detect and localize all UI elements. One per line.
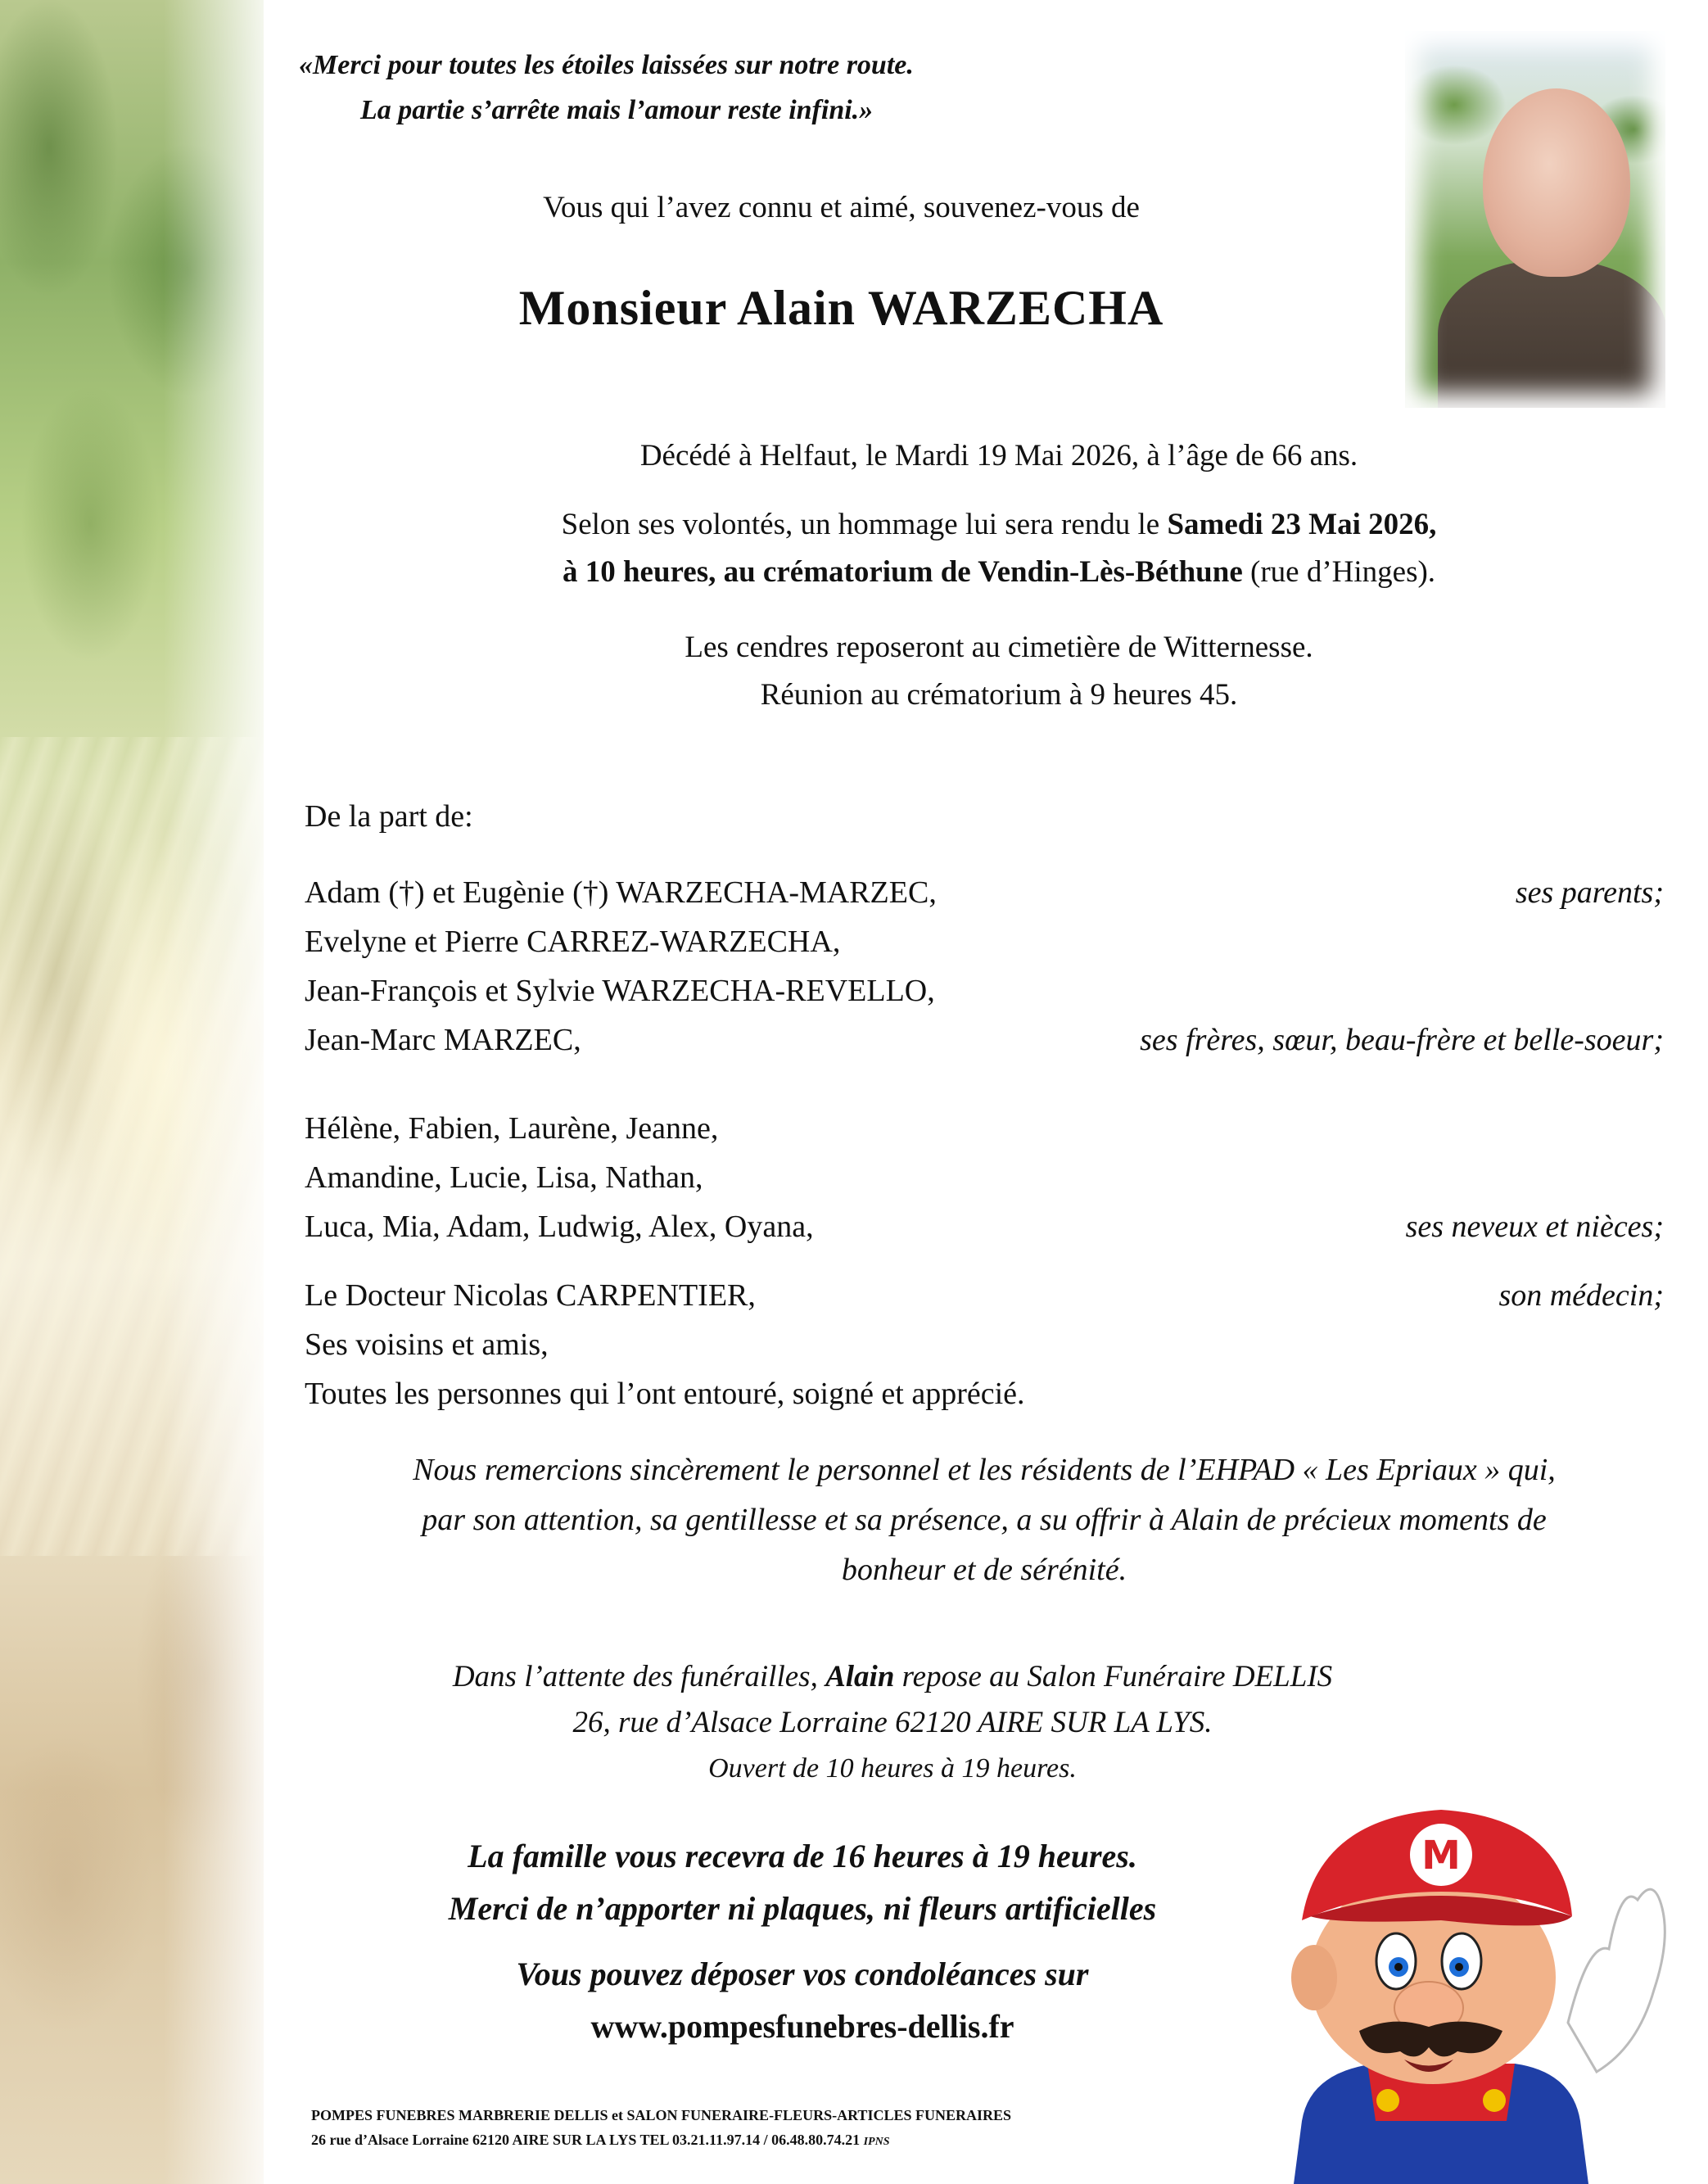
family-row: Le Docteur Nicolas CARPENTIER, son médecin;: [305, 1278, 1664, 1313]
ipns-mark: IPNS: [863, 2136, 890, 2148]
family-row: Luca, Mia, Adam, Ludwig, Alex, Oyana, ses neveux et nièces;: [305, 1210, 1664, 1244]
reception-hours: La famille vous recevra de 16 heures à 19 heures.: [468, 1838, 1137, 1874]
closing-notes: [311, 1830, 1294, 2053]
tribute-street: (rue d’Hinges).: [1242, 555, 1436, 589]
from-label: De la part de:: [305, 799, 473, 834]
family-row: Jean-Marc MARZEC, ses frères, sœur, beau-frère et belle-soeur;: [305, 1023, 1664, 1057]
first-name: Alain: [825, 1660, 895, 1693]
tribute-text-a: Selon ses volontés, un hommage lui sera rendu le: [561, 508, 1168, 541]
thanks-paragraph: Nous remercions sincèrement le personnel et les résidents de l’EHPAD « Les Epriaux » qui, par son attention, sa gentillesse et sa présence, a su offrir à Alain de précieux moments de bonheur et de sérénité.: [413, 1453, 1556, 1587]
footer-line-2: 26 rue d’Alsace Lorraine 62120 AIRE SUR LA LYS TEL 03.21.11.97.14 / 06.48.80.74.21: [311, 2132, 861, 2148]
tribute-date: Samedi 23 Mai 2026,: [1167, 508, 1437, 541]
funeral-home-address: 26, rue d’Alsace Lorraine 62120 AIRE SUR LA LYS.: [572, 1706, 1213, 1739]
condolences-notice: Vous pouvez déposer vos condoléances sur: [516, 1956, 1089, 1992]
death-line: Décédé à Helfaut, le Mardi 19 Mai 2026, à l’âge de 66 ans.: [639, 439, 1358, 473]
opening-hours: Ouvert de 10 heures à 19 heures.: [708, 1753, 1077, 1784]
tribute-details: [434, 501, 1564, 596]
family-row: Adam (†) et Eugènie (†) WARZECHA-MARZEC, ses parents;: [305, 875, 1664, 910]
meeting-line: Réunion au crématorium à 9 heures 45.: [760, 678, 1238, 712]
tribute-place: à 10 heures, au crématorium de Vendin-Lès-Béthune: [562, 555, 1243, 589]
no-plaques-notice: Merci de n’apporter ni plaques, ni fleurs artificielles: [448, 1890, 1157, 1927]
ashes-details: [434, 624, 1564, 719]
family-list-others: [305, 1271, 1664, 1418]
footer-company: [311, 2103, 1011, 2155]
mario-mascot-illustration: [1245, 1777, 1670, 2184]
family-list-nephews: [305, 1104, 1664, 1251]
deceased-portrait-photo: [1405, 31, 1665, 408]
sun-rays: [0, 737, 264, 1556]
family-row: Evelyne et Pierre CARREZ-WARZECHA,: [305, 925, 841, 959]
website-link[interactable]: www.pompesfunebres-dellis.fr: [590, 2008, 1014, 2045]
family-list-parents-siblings: [305, 868, 1664, 1065]
family-row: Toutes les personnes qui l’ont entouré, soigné et apprécié.: [305, 1377, 1025, 1411]
footer-line-1: POMPES FUNEBRES MARBRERIE DELLIS et SALON FUNERAIRE-FLEURS-ARTICLES FUNERAIRES: [311, 2107, 1011, 2123]
death-details: [434, 432, 1564, 480]
family-row: Jean-François et Sylvie WARZECHA-REVELLO,: [305, 974, 935, 1008]
family-row: Ses voisins et amis,: [305, 1327, 549, 1362]
epigraph-quote: [299, 43, 1200, 133]
deceased-name: Monsieur Alain WARZECHA: [518, 281, 1164, 335]
forest-path-background: [0, 0, 264, 2184]
quote-line-1: «Merci pour toutes les étoiles laissées sur notre route.: [299, 50, 914, 80]
family-row: Amandine, Lucie, Lisa, Nathan,: [305, 1160, 703, 1195]
intro-text: Vous qui l’avez connu et aimé, souvenez-vous de: [543, 191, 1140, 224]
svg-text:M: M: [1421, 1833, 1461, 1879]
quote-line-2: La partie s’arrête mais l’amour reste infini.»: [360, 95, 874, 125]
ashes-line: Les cendres reposeront au cimetière de Witternesse.: [685, 631, 1313, 664]
funeral-home-info: Dans l’attente des funérailles, Alain repose au Salon Funéraire DELLIS 26, rue d’Alsace Lorraine 62120 AIRE SUR LA LYS. Ouvert de 10 heures à 19 heures.: [328, 1654, 1457, 1792]
family-row: Hélène, Fabien, Laurène, Jeanne,: [305, 1111, 719, 1146]
